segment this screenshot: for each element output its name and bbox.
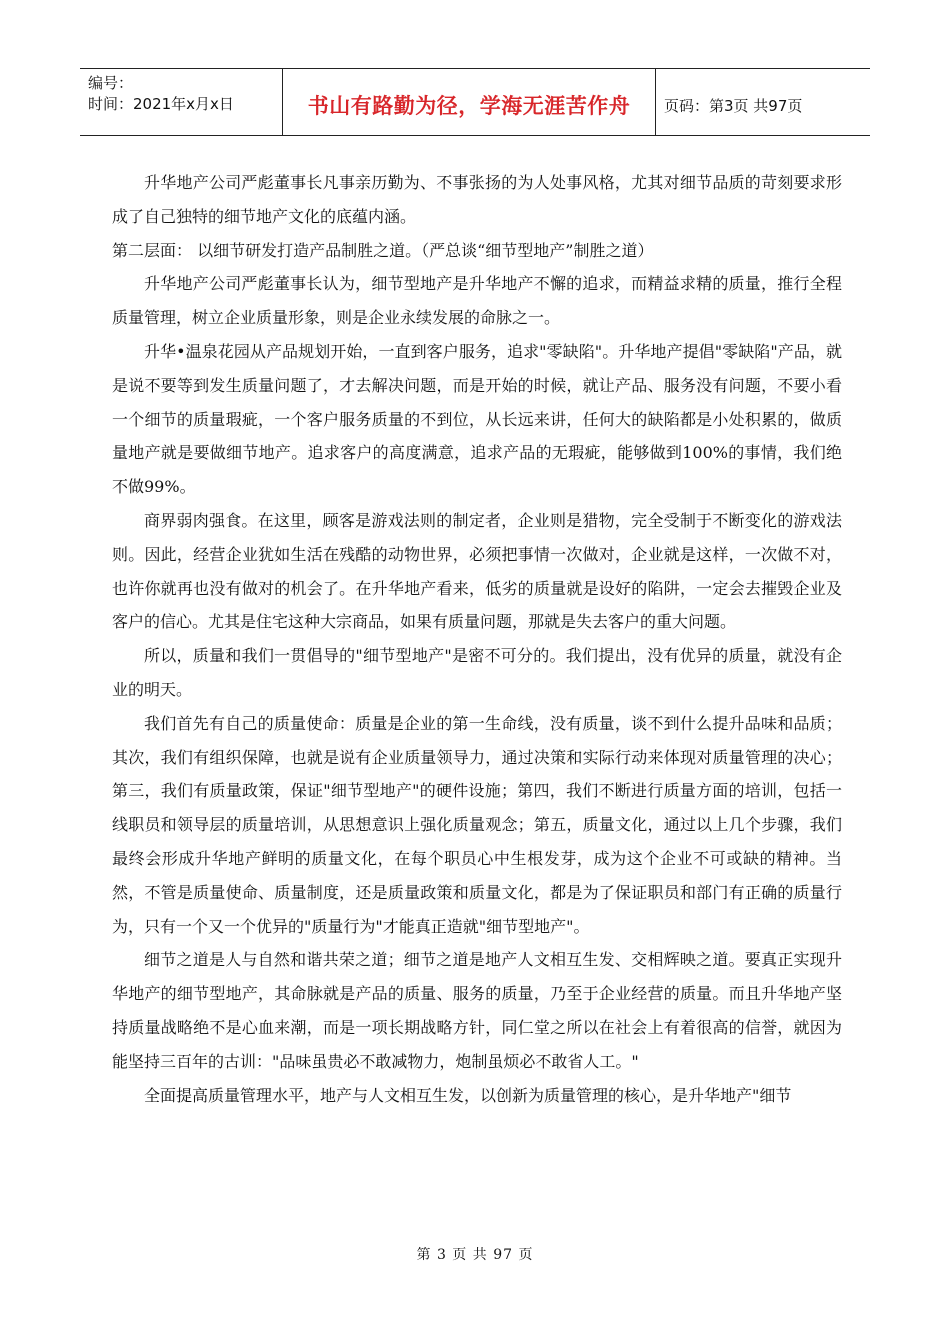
header-motto-cell bbox=[283, 69, 656, 135]
paragraph: 商界弱肉强食。在这里，顾客是游戏法则的制定者，企业则是猎物，完全受制于不断变化的游戏法则。因此，经营企业犹如生活在残酷的动物世界，必须把事情一次做对，企业就是这样，一次做不对，也许你就再也没有做对的机会了。在升华地产看来，低劣的质量就是设好的陷阱，一定会去摧毁企业及客户的信心。尤其是住宅这种大宗商品，如果有质量问题，那就是失去客户的重大问题。 bbox=[112, 510, 842, 632]
paragraph: 升华•温泉花园从产品规划开始，一直到客户服务，追求"零缺陷"。升华地产提倡"零缺陷"产品，就是说不要等到发生质量问题了，才去解决问题，而是开始的时候，就让产品、服务没有问题，不要小看一个细节的质量瑕疵，一个客户服务质量的不到位，从长远来讲，任何大的缺陷都是小处积累的，做质量地产就是要做细节地产。追求客户的高度满意，追求产品的无瑕疵，能够做到100%的事情，我们绝不做99%。 bbox=[112, 341, 842, 497]
header-page-code-cell bbox=[656, 69, 870, 135]
header-motto: 书山有路勤为径，学海无涯苦作舟 bbox=[307, 94, 631, 118]
paragraph: 所以，质量和我们一贯倡导的"细节型地产"是密不可分的。我们提出，没有优异的质量，就没有企业的明天。 bbox=[112, 646, 842, 699]
paragraph: 我们首先有自己的质量使命：质量是企业的第一生命线，没有质量，谈不到什么提升品味和品质；其次，我们有组织保障，也就是说有企业质量领导力，通过决策和实际行动来体现对质量管理的决心；第三，我们有质量政策，保证"细节型地产"的硬件设施；第四，我们不断进行质量方面的培训，包括一线职员和领导层的质量培训，从思想意识上强化质量观念；第五，质量文化，通过以上几个步骤，我们最终会形成升华地产鲜明的质量文化，在每个职员心中生根发芽，成为这个企业不可或缺的精神。当然，不管是质量使命、质量制度，还是质量政策和质量文化，都是为了保证职员和部门有正确的质量行为，只有一个又一个优异的"质量行为"才能真正造就"细节型地产"。 bbox=[112, 713, 842, 936]
paragraph: 升华地产公司严彪董事长认为，细节型地产是升华地产不懈的追求，而精益求精的质量，推行全程质量管理，树立企业质量形象，则是企业永续发展的命脉之一。 bbox=[112, 274, 842, 328]
document-number: 编号： bbox=[88, 74, 134, 92]
document-date: 时间：2021年x月x日 bbox=[88, 95, 234, 113]
page-footer: 第 3 页 共 97 页 bbox=[416, 1247, 534, 1263]
section-heading: 第二层面： 以细节研发打造产品制胜之道。（严总谈“细节型地产”制胜之道） bbox=[112, 240, 654, 260]
document-body bbox=[112, 166, 842, 1112]
paragraph: 细节之道是人与自然和谐共荣之道；细节之道是地产人文相互生发、交相辉映之道。要真正实现升华地产的细节型地产，其命脉就是产品的质量、服务的质量，乃至于企业经营的质量。而且升华地产坚持质量战略绝不是心血来潮，而是一项长期战略方针，同仁堂之所以在社会上有着很高的信誉，就因为能坚持三百年的古训："品味虽贵必不敢减物力，炮制虽烦必不敢省人工。" bbox=[112, 950, 842, 1071]
page-header bbox=[80, 68, 870, 136]
paragraph: 升华地产公司严彪董事长凡事亲历勤为、不事张扬的为人处事风格，尤其对细节品质的苛刻要求形成了自己独特的细节地产文化的底蕴内涵。 bbox=[112, 173, 842, 226]
header-page-code: 页码：第3页 共97页 bbox=[664, 96, 803, 115]
header-meta bbox=[80, 69, 283, 135]
paragraph: 全面提高质量管理水平，地产与人文相互生发，以创新为质量管理的核心，是升华地产"细节 bbox=[144, 1085, 792, 1105]
